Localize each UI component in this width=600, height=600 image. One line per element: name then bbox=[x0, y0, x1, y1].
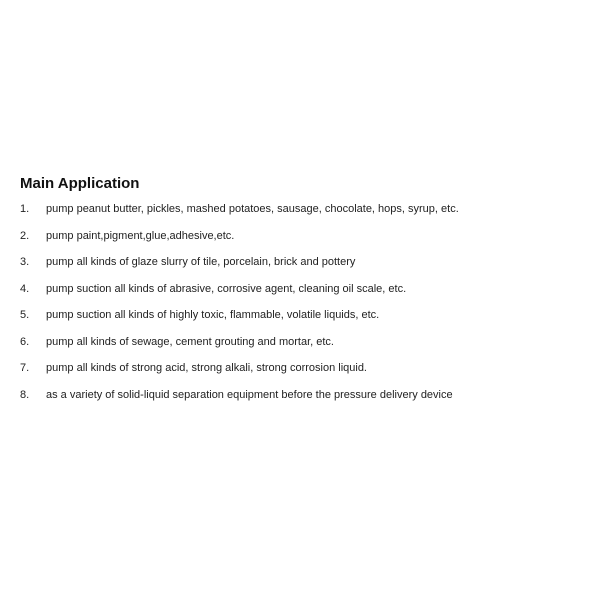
item-number: 1. bbox=[20, 203, 30, 215]
item-text: pump suction all kinds of abrasive, corrosive agent, cleaning oil scale, etc. bbox=[46, 282, 407, 295]
item-text: pump paint,pigment,glue,adhesive,etc. bbox=[46, 229, 235, 242]
section-title: Main Application bbox=[20, 175, 140, 192]
list-item bbox=[20, 308, 580, 335]
item-number: 6. bbox=[20, 335, 30, 348]
item-number: 8. bbox=[20, 388, 30, 401]
item-number: 4. bbox=[20, 282, 30, 295]
item-number: 7. bbox=[20, 362, 30, 374]
item-number: 2. bbox=[20, 229, 30, 242]
item-text: pump peanut butter, pickles, mashed potatoes, sausage, chocolate, hops, syrup, etc. bbox=[46, 203, 459, 215]
list-item bbox=[20, 388, 580, 415]
item-text: pump all kinds of glaze slurry of tile, porcelain, brick and pottery bbox=[46, 256, 356, 268]
item-text: pump suction all kinds of highly toxic, flammable, volatile liquids, etc. bbox=[46, 309, 380, 321]
list-item bbox=[20, 255, 580, 282]
item-text: as a variety of solid-liquid separation equipment before the pressure delivery device bbox=[46, 388, 453, 401]
application-list bbox=[20, 202, 580, 414]
item-text: pump all kinds of strong acid, strong alkali, strong corrosion liquid. bbox=[46, 362, 367, 374]
item-text: pump all kinds of sewage, cement grouting and mortar, etc. bbox=[46, 335, 334, 348]
main-application-section bbox=[20, 175, 580, 414]
item-number: 5. bbox=[20, 309, 30, 321]
item-number: 3. bbox=[20, 256, 30, 268]
list-item bbox=[20, 229, 580, 256]
list-item bbox=[20, 361, 580, 388]
list-item bbox=[20, 282, 580, 309]
list-item bbox=[20, 202, 580, 229]
list-item bbox=[20, 335, 580, 362]
